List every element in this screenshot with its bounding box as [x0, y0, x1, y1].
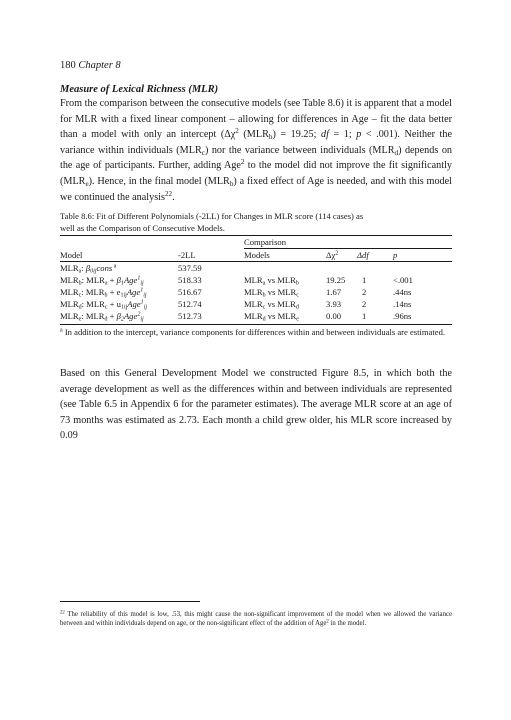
table-top-rule [60, 235, 452, 236]
table-cell-df: 1 [362, 275, 367, 285]
table-cell-2ll: 516.67 [178, 287, 202, 297]
table-row-model: $MLR_a$: $\beta_{0ij}cons$ $^a$ [60, 263, 117, 275]
col-header-df: Δdf [357, 250, 369, 260]
table-cell-df: 2 [362, 299, 367, 309]
table-cell-chi: 0.00 [326, 311, 342, 321]
table-cell-p: .44ns [393, 287, 412, 297]
table-caption: Table 8.6: Fit of Different Polynomials (-2LL) for Changes in MLR score (114 cases) as well as the Comparison of Consecutive Models. [60, 211, 364, 233]
col-header-p: p [393, 250, 398, 260]
table-row-model: $MLR_e$: $MLR_d + \beta_2Age^2_{ij}$ [60, 311, 144, 323]
table-cell-2ll: 512.73 [178, 311, 202, 321]
col-header-models: Models [244, 250, 270, 260]
table-bottom-rule [60, 324, 452, 325]
col-header-chi: $\Delta\chi^2$ [326, 250, 339, 260]
paragraph-general-development: Based on this General Development Model we constructed Figure 8.5, in which both the average development as well as the differences within and between individuals are represented (see Table 6.5 in Appendix 6 for the parameter estimates). The average MLR score at an age of 73 months was estimated as 2.73. Each month a child grew older, his MLR score increased by 0.09 [60, 368, 452, 442]
footnote: $^{22}$ The reliability of this model is low, .53, this might cause the non-significant improvement of the model when we allowed the variance between and within individuals depend on age, or the non-significant effect of the addition of Age$^2$ in the model. [60, 610, 452, 627]
table-row-model: $MLR_d$: $MLR_c + u_{1ij}Age^1_{ij}$ [60, 299, 148, 311]
table-row-model: $MLR_c$: $MLR_b + e_{1ij}Age^1_{ij}$ [60, 287, 147, 299]
table-cell-comparison: $MLR_d$ vs $MLR_e$ [244, 311, 299, 323]
table-cell-df: 1 [362, 311, 367, 321]
table-cell-2ll: 512.74 [178, 299, 202, 309]
chapter-label: Chapter 8 [78, 60, 121, 71]
paragraph-model-comparison: From the comparison between the consecutive models (see Table 8.6) it is apparent that a model for MLR with a fixed linear component – allowing for differences in Age – fit the data better than a model with only an intercept ($\Delta\chi^2$ $(MLR_b) = 19.25$; df = 1; p < .001). Neither the variance within individuals $(MLR_c)$ nor the variance between individuals $(MLR_d)$ depends on the age of participants. Further, adding Age$^2$ to the model did not improve the fit significantly $(MLR_e)$. Hence, in the final model $(MLR_b)$ a fixed effect of Age is needed, and with this model we continued the analysis$^{22}$. [60, 98, 453, 203]
col-header-model: Model [60, 250, 83, 260]
table-cell-chi: 19.25 [326, 275, 346, 285]
table-row-model: $MLR_b$: $MLR_a + \beta_1Age^1_{ij}$ [60, 275, 144, 287]
table-cell-p: .96ns [393, 311, 412, 321]
running-head [60, 59, 121, 72]
table-cell-2ll: 518.33 [178, 275, 202, 285]
table-group-rule [244, 248, 452, 249]
table-cell-2ll: 537.59 [178, 263, 202, 273]
table-cell-comparison: $MLR_b$ vs $MLR_c$ [244, 287, 299, 299]
table-cell-chi: 1.67 [326, 287, 342, 297]
section-title: Measure of Lexical Richness (MLR) [60, 84, 219, 95]
table-note: $^a$ In addition to the intercept, variance components for differences within and between individuals are estimated. [60, 327, 446, 337]
table-cell-df: 2 [362, 287, 367, 297]
table-cell-p: <.001 [393, 275, 413, 285]
table-cell-comparison: $MLR_a$ vs $MLR_b$ [244, 275, 299, 287]
table-cell-p: .14ns [393, 299, 412, 309]
table-group-header: Comparison [244, 237, 287, 247]
table-cell-comparison: $MLR_c$ vs $MLR_d$ [244, 299, 299, 311]
table-cell-chi: 3.93 [326, 299, 342, 309]
page-number: 180 [60, 60, 76, 71]
col-header-2ll: -2LL [178, 250, 196, 260]
footnote-rule [60, 601, 200, 602]
table-header-rule [60, 261, 452, 262]
